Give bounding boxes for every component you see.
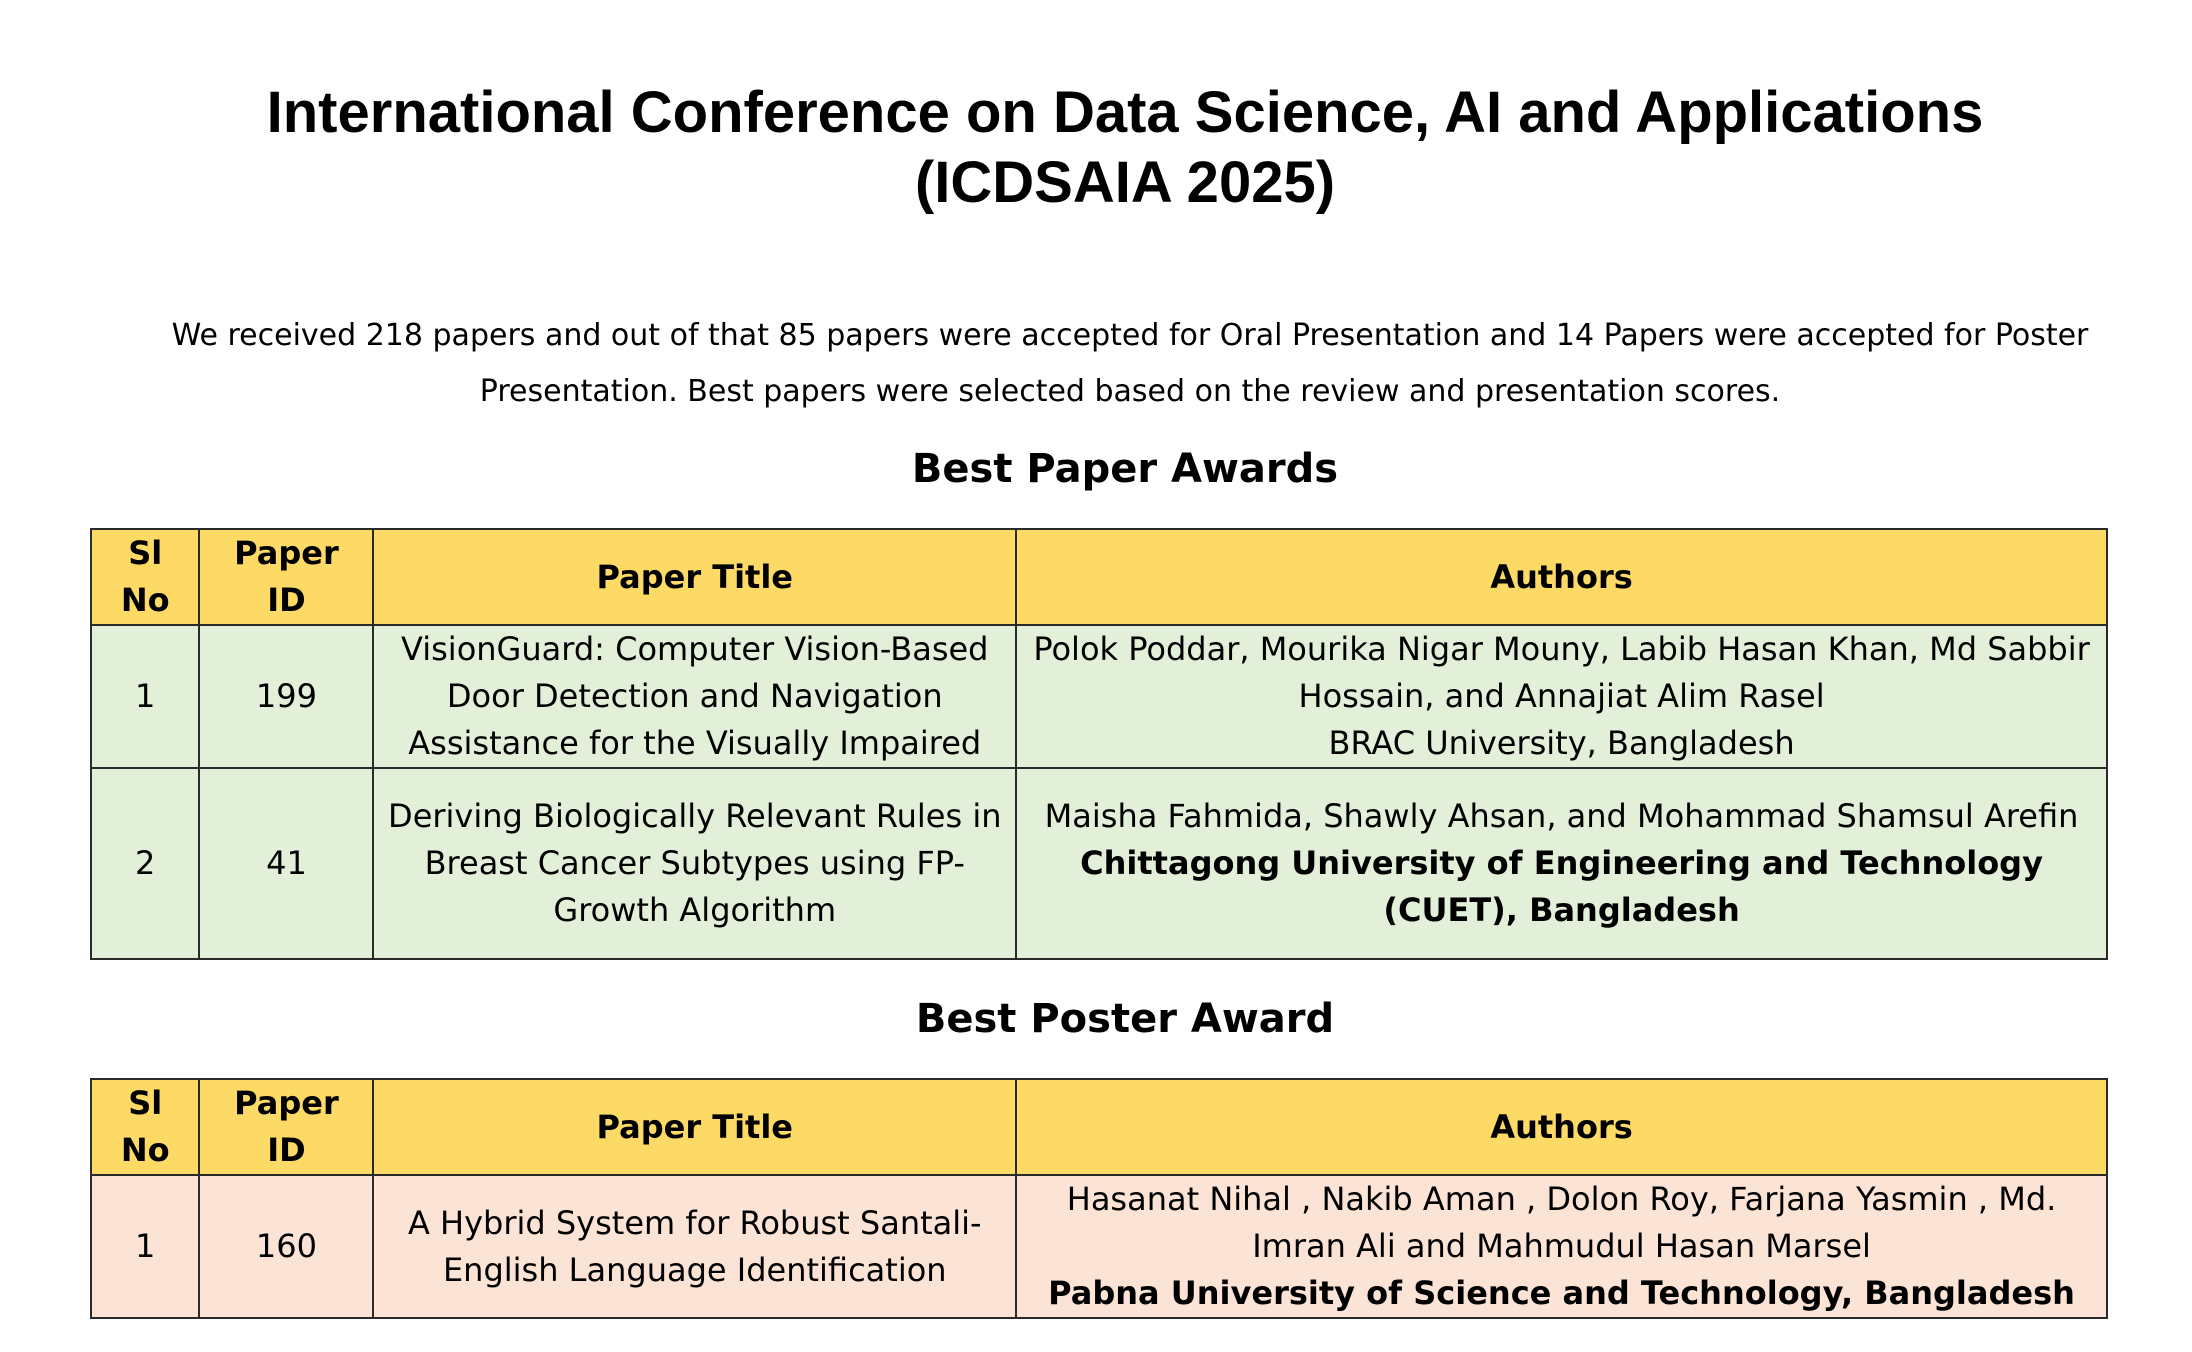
table-row (91, 625, 2107, 768)
cell-authors (1016, 625, 2107, 768)
cell-sl-no: 1 (91, 625, 199, 768)
author-affiliation: BRAC University, Bangladesh (1328, 724, 1795, 762)
intro-paragraph: We received 218 papers and out of that 85 papers were accepted for Oral Presentation and 14 Papers were accepted for Poster Presentation. Best papers were selected based on the review and presentation scores. (171, 318, 2089, 409)
column-header-sl-no: Sl No (91, 1079, 199, 1175)
author-affiliation: Chittagong University of Engineering and Technology (CUET), Bangladesh (1080, 844, 2043, 929)
column-header-paper-id: Paper ID (199, 529, 373, 625)
title-line-1: International Conference on Data Science, AI and Applications (266, 80, 1984, 145)
table-row (91, 768, 2107, 959)
table-row (91, 1175, 2107, 1318)
best-paper-table (90, 528, 2108, 960)
cell-paper-id: 41 (199, 768, 373, 959)
column-header-paper-id: Paper ID (199, 1079, 373, 1175)
cell-paper-title: VisionGuard: Computer Vision-Based Door Detection and Navigation Assistance for the Visually Impaired (373, 625, 1016, 768)
author-names: Maisha Fahmida, Shawly Ahsan, and Mohammad Shamsul Arefin (1044, 797, 2079, 835)
table-header-row (91, 529, 2107, 625)
title-line-2: (ICDSAIA 2025) (914, 150, 1336, 215)
cell-paper-title: A Hybrid System for Robust Santali-English Language Identification (373, 1175, 1016, 1318)
author-affiliation: Pabna University of Science and Technology, Bangladesh (1048, 1274, 2075, 1312)
cell-paper-id: 160 (199, 1175, 373, 1318)
author-names: Polok Poddar, Mourika Nigar Mouny, Labib Hasan Khan, Md Sabbir Hossain, and Annajiat Alim Rasel (1033, 630, 2090, 715)
cell-paper-title: Deriving Biologically Relevant Rules in Breast Cancer Subtypes using FP-Growth Algorithm (373, 768, 1016, 959)
cell-sl-no: 2 (91, 768, 199, 959)
cell-authors (1016, 768, 2107, 959)
column-header-authors: Authors (1016, 529, 2107, 625)
cell-sl-no: 1 (91, 1175, 199, 1318)
column-header-paper-title: Paper Title (373, 529, 1016, 625)
column-header-sl-no: Sl No (91, 529, 199, 625)
best-poster-table (90, 1078, 2108, 1319)
table-header-row (91, 1079, 2107, 1175)
cell-authors (1016, 1175, 2107, 1318)
column-header-paper-title: Paper Title (373, 1079, 1016, 1175)
cell-paper-id: 199 (199, 625, 373, 768)
best-paper-heading: Best Paper Awards (911, 446, 1339, 492)
column-header-authors: Authors (1016, 1079, 2107, 1175)
best-poster-heading: Best Poster Award (915, 996, 1335, 1042)
author-names: Hasanat Nihal , Nakib Aman , Dolon Roy, Farjana Yasmin , Md. Imran Ali and Mahmudul Hasan Marsel (1066, 1180, 2057, 1265)
page-title (0, 78, 2192, 218)
